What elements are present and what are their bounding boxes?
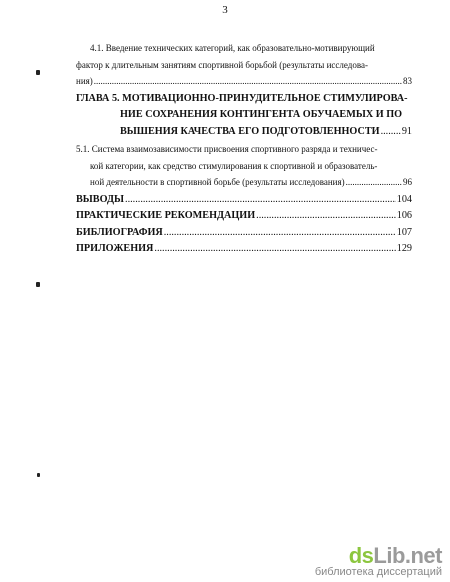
page-number: 3	[222, 4, 228, 16]
scan-mark	[36, 282, 40, 287]
scan-mark	[36, 70, 40, 75]
dslib-logo: dsLib.net	[348, 543, 442, 568]
watermark-tagline: библиотека диссертаций	[314, 566, 442, 578]
leader-dots	[154, 241, 395, 258]
scan-mark	[37, 473, 40, 477]
toc-entry-line: НИЕ СОХРАНЕНИЯ КОНТИНГЕНТА ОБУЧАЕМЫХ И ПО	[120, 109, 403, 120]
leader-dots	[256, 208, 396, 225]
toc-entry-vyvody[interactable]	[76, 192, 412, 209]
toc-entry-prakt[interactable]	[76, 208, 412, 225]
toc-entry-label: ПРИЛОЖЕНИЯ	[76, 243, 154, 254]
toc-entry-line: ния)	[76, 76, 93, 86]
toc-page-number: 104	[396, 193, 412, 205]
toc-entry-prilozh[interactable]	[76, 241, 412, 258]
toc-entry-line: ВЫШЕНИЯ КАЧЕСТВА ЕГО ПОДГОТОВЛЕННОСТИ	[120, 125, 380, 137]
toc-page-number: 107	[396, 226, 412, 238]
toc-entry-label: ВЫВОДЫ	[76, 193, 125, 205]
toc-entry-5-1[interactable]	[76, 141, 412, 191]
leader-dots	[164, 225, 396, 242]
toc-page-number: 106	[396, 210, 412, 221]
watermark[interactable]	[315, 543, 442, 578]
toc-entry-line: 4.1. Введение технических категорий, как образовательно-мотивирующий	[90, 43, 375, 53]
toc-page-number: 96	[403, 177, 412, 187]
toc-entry-biblio[interactable]	[76, 225, 412, 242]
toc-entry-line: фактор к длительным занятиям спортивной борьбой (результаты исследова-	[76, 59, 368, 70]
toc-entry-line: 5.1. Система взаимозависимости присвоения спортивного разряда и техничес-	[76, 144, 378, 154]
toc-entry-4-1[interactable]	[76, 40, 412, 90]
toc-entry-chapter-5[interactable]	[76, 91, 412, 141]
table-of-contents	[76, 40, 412, 258]
toc-entry-line: ГЛАВА 5. МОТИВАЦИОННО-ПРИНУДИТЕЛЬНОЕ СТИМУЛИРОВА-	[76, 92, 408, 104]
leader-dots	[381, 124, 401, 141]
toc-entry-label: БИБЛИОГРАФИЯ	[76, 226, 163, 238]
toc-page-number: 83	[403, 76, 412, 86]
leader-dots	[125, 192, 396, 209]
leader-dots	[94, 73, 402, 90]
toc-entry-line: кой категории, как средство стимулирования к спортивной и образователь-	[90, 160, 378, 171]
leader-dots	[346, 174, 402, 191]
toc-entry-line: ной деятельности в спортивной борьбе (результаты исследования)	[90, 177, 345, 187]
toc-entry-label: ПРАКТИЧЕСКИЕ РЕКОМЕНДАЦИИ	[76, 210, 256, 221]
toc-page-number: 129	[396, 243, 412, 254]
toc-page-number: 91	[401, 125, 412, 137]
